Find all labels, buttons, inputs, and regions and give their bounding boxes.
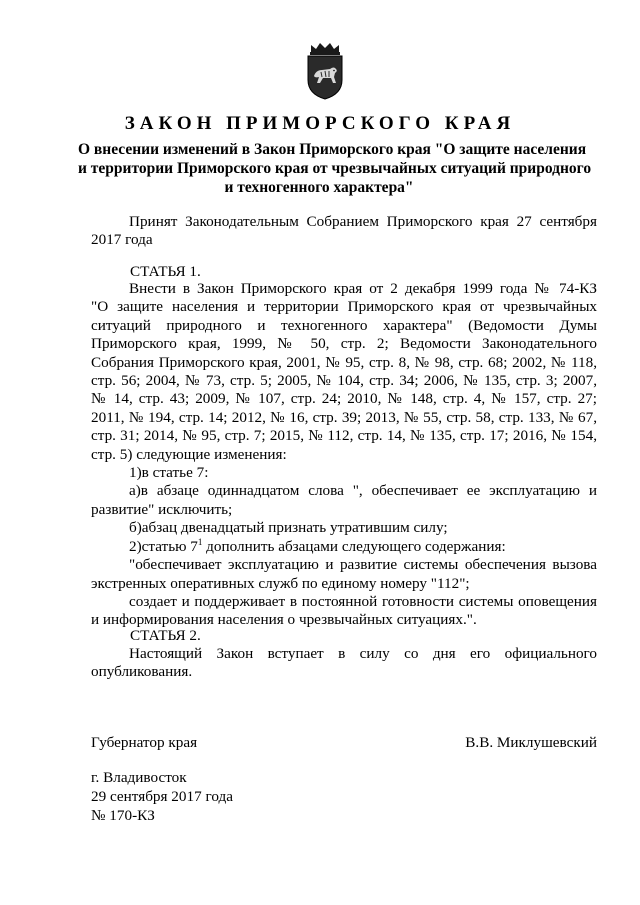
quote-line: и информирования населения о чрезвычайных ситуациях.". bbox=[91, 611, 477, 629]
article-2-heading: СТАТЬЯ 2. bbox=[130, 627, 201, 644]
text-line: "О защите населения и территории Приморского края от чрезвычайных bbox=[91, 298, 597, 316]
quote-line: "обеспечивает эксплуатацию и развитие системы обеспечения вызова bbox=[129, 556, 597, 574]
item-1: 1)в статье 7: bbox=[129, 464, 209, 482]
issue-city: г. Владивосток bbox=[91, 769, 187, 786]
issue-details bbox=[91, 768, 233, 825]
article-1-body bbox=[91, 280, 597, 630]
quote-line: экстренных оперативных служб по единому номеру "112"; bbox=[91, 574, 470, 592]
item-2-text: 2)статью 7 bbox=[129, 537, 198, 555]
adoption-statement bbox=[91, 213, 597, 249]
law-title: ЗАКОН ПРИМОРСКОГО КРАЯ bbox=[124, 113, 516, 134]
article-2-body bbox=[91, 645, 597, 682]
text-line: стр. 56; 2004, № 73, стр. 5; 2005, № 104, стр. 34; 2006, № 135, стр. 3; 2007, bbox=[91, 372, 597, 390]
text-line: стр. 5) следующие изменения: bbox=[91, 445, 287, 463]
item-1a-line: развитие" исключить; bbox=[91, 500, 233, 518]
text-line: опубликования. bbox=[91, 663, 193, 681]
subtitle-line: О внесении изменений в Закон Приморского края "О защите населения bbox=[78, 141, 587, 158]
law-number: № 170-КЗ bbox=[91, 807, 155, 824]
text-line: Приморского края, 1999, № 50, стр. 2; Ведомости Законодательного bbox=[91, 335, 597, 353]
text-line: стр. 31; 2014, № 95, стр. 7; 2015, № 112, стр. 14, № 135, стр. 17; 2016, № 154, bbox=[91, 427, 597, 445]
item-2 bbox=[91, 538, 597, 556]
law-subtitle bbox=[78, 140, 592, 197]
issue-date: 29 сентября 2017 года bbox=[91, 788, 233, 805]
text-line: Собрания Приморского края, 2001, № 95, стр. 8, № 98, стр. 68; 2002, № 118, bbox=[91, 353, 597, 371]
coat-of-arms-icon bbox=[303, 42, 347, 100]
adoption-line: 2017 года bbox=[91, 231, 153, 248]
signatory-name: В.В. Миклушевский bbox=[465, 734, 597, 751]
subtitle-line: и техногенного характера" bbox=[224, 179, 414, 196]
text-line: № 14, стр. 43; 2009, № 107, стр. 24; 2010, № 148, стр. 4, № 157, стр. 27; bbox=[91, 390, 597, 408]
item-1b: б)абзац двенадцатый признать утратившим силу; bbox=[129, 519, 448, 537]
text-line: 2011, № 194, стр. 14; 2012, № 16, стр. 39; 2013, № 55, стр. 58, стр. 133, № 67, bbox=[91, 408, 597, 426]
text-line: Настоящий Закон вступает в силу со дня его официального bbox=[129, 645, 597, 662]
article-1-heading: СТАТЬЯ 1. bbox=[130, 263, 201, 280]
item-2-text-rest: дополнить абзацами следующего содержания: bbox=[202, 537, 506, 555]
text-line: ситуаций природного и техногенного характера" (Ведомости Думы bbox=[91, 316, 597, 334]
quote-line: создает и поддерживает в постоянной готовности системы оповещения bbox=[129, 592, 597, 610]
text-line: Внести в Закон Приморского края от 2 декабря 1999 года № 74-КЗ bbox=[129, 280, 597, 297]
signatory-title: Губернатор края bbox=[91, 734, 198, 751]
adoption-line: Принят Законодательным Собранием Приморского края 27 сентября bbox=[129, 213, 597, 230]
item-2-superscript: 1 bbox=[197, 536, 203, 547]
item-1a-line: а)в абзаце одиннадцатом слова ", обеспечивает ее эксплуатацию и bbox=[129, 482, 597, 500]
subtitle-line: и территории Приморского края от чрезвычайных ситуаций природного bbox=[78, 160, 592, 177]
